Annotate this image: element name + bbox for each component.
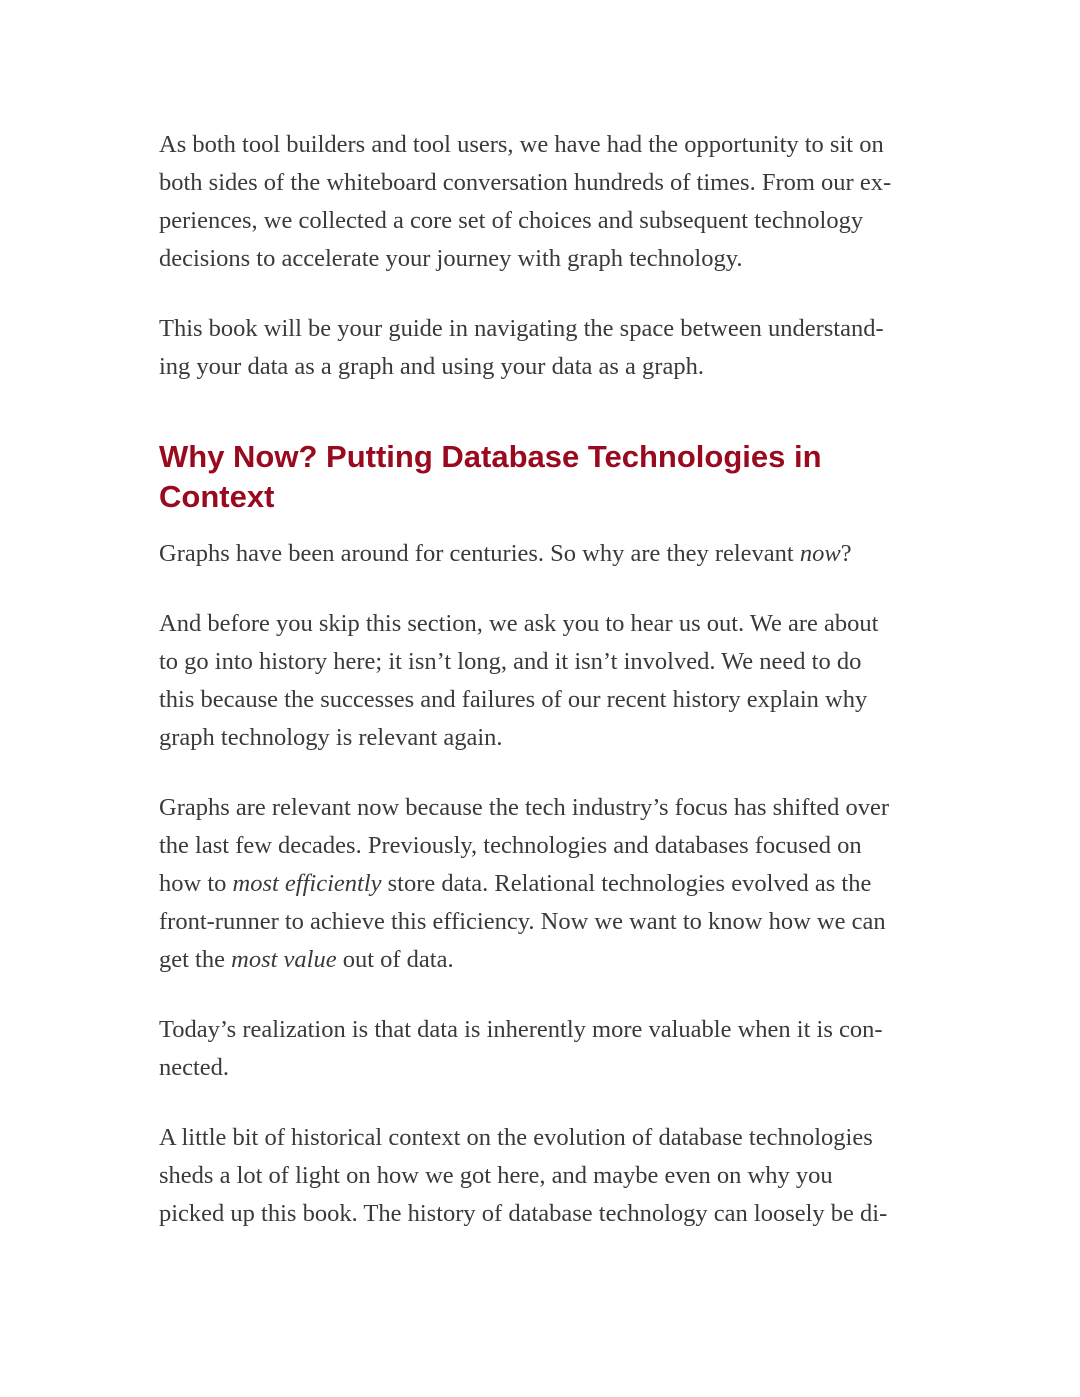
heading-line: Why Now? Putting Database Technologies in [159, 439, 822, 474]
text-span: ? [840, 540, 852, 567]
text-line: periences, we collected a core set of choices and subsequent technology [159, 207, 864, 234]
text-span: store data. Relational technologies evolved as the [381, 870, 872, 897]
text-line: picked up this book. The history of database technology can loosely be di- [159, 1200, 888, 1227]
text-line: this because the successes and failures of our recent history explain why [159, 686, 868, 713]
emphasis-text: most value [231, 946, 337, 973]
text-line: both sides of the whiteboard conversation hundreds of times. From our ex- [159, 169, 892, 196]
heading-line: Context [159, 479, 275, 514]
text-line: A little bit of historical context on the evolution of database technologies [159, 1124, 873, 1151]
text-line: sheds a lot of light on how we got here, and maybe even on why you [159, 1162, 833, 1189]
text-line: front-runner to achieve this efficiency. Now we want to know how we can [159, 908, 886, 935]
text-line: ing your data as a graph and using your data as a graph. [159, 353, 704, 380]
emphasis-text: now [799, 540, 841, 567]
text-line: Graphs are relevant now because the tech industry’s focus has shifted over [159, 794, 889, 821]
text-line: graph technology is relevant again. [159, 724, 503, 751]
text-span: Graphs have been around for centuries. So why are they relevant [159, 540, 800, 567]
text-line [159, 869, 871, 899]
text-line [159, 539, 852, 569]
text-span: out of data. [336, 946, 454, 973]
emphasis-text: most efficiently [232, 870, 382, 897]
text-line: As both tool builders and tool users, we have had the opportunity to sit on [159, 131, 884, 158]
text-line [159, 945, 454, 975]
text-line: decisions to accelerate your journey with graph technology. [159, 245, 743, 272]
text-line: to go into history here; it isn’t long, and it isn’t involved. We need to do [159, 648, 862, 675]
text-line: Today’s realization is that data is inherently more valuable when it is con- [159, 1016, 883, 1043]
text-span: get the [159, 946, 232, 973]
text-line: nected. [159, 1054, 230, 1081]
text-line: And before you skip this section, we ask you to hear us out. We are about [159, 610, 879, 637]
text-line: the last few decades. Previously, technologies and databases focused on [159, 832, 862, 859]
text-line: This book will be your guide in navigating the space between understand- [159, 315, 884, 342]
text-span: how to [159, 870, 233, 897]
